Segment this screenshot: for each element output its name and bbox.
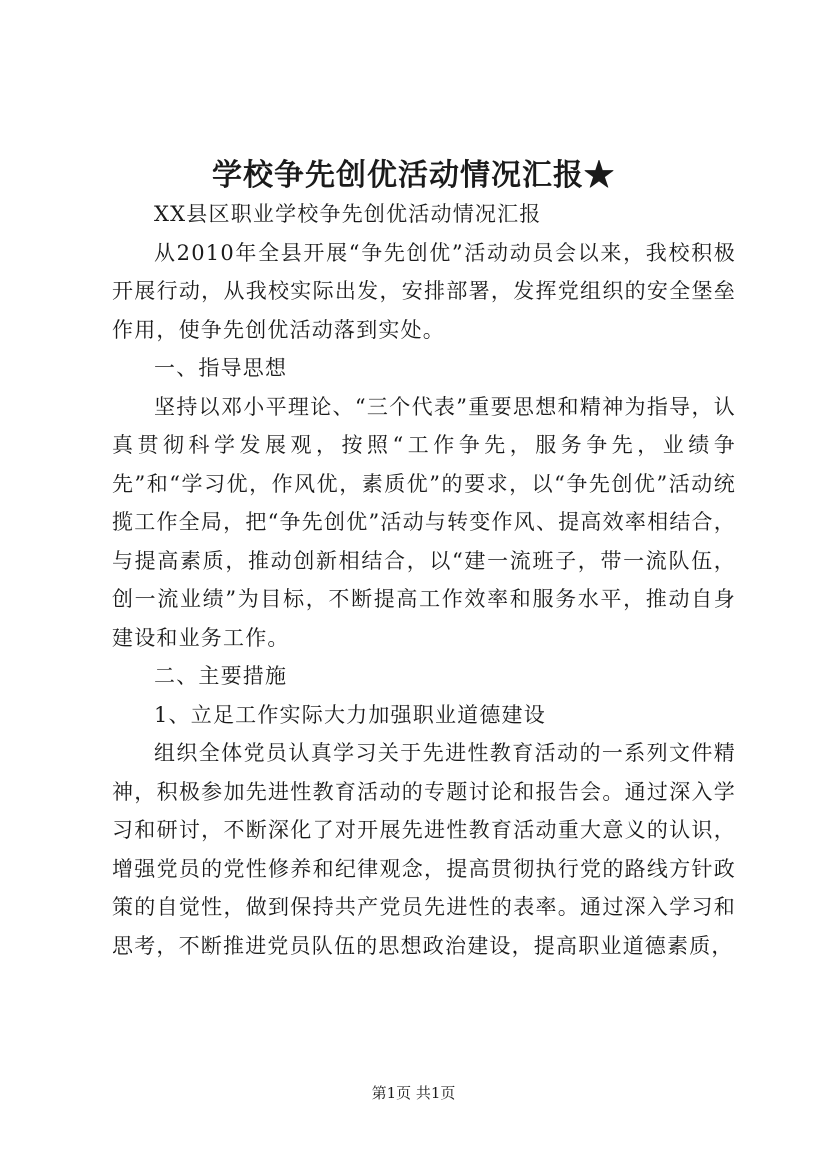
paragraph-guiding-ideology: 坚持以邓小平理论、“三个代表”重要思想和精神为指导，认真贯彻科学发展观，按照“工作争先，服务争先，业绩争先”和“学习优，作风优，素质优”的要求，以“争先创优”活动统揽工作全局，把“争先创优”活动与转变作风、提高效率相结合，与提高素质，推动创新相结合，以“建一流班子，带一流队伍，创一流业绩”为目标，不断提高工作效率和服务水平，推动自身建设和业务工作。 [112,394,736,650]
paragraph-intro: 从2010年全县开展“争先创优”活动动员会以来，我校积极开展行动，从我校实际出发，安排部署，发挥党组织的安全堡垒作用，使争先创优活动落到实处。 [112,240,736,342]
section-heading-main-measures: 二、主要措施 [154,664,288,688]
document-body [112,195,736,965]
subsection-heading-ethics: 1、立足工作实际大力加强职业道德建设 [154,702,546,727]
page-footer: 第1页 共1页 [371,1084,456,1102]
section-heading-guiding-ideology: 一、指导思想 [154,356,288,380]
paragraph-ethics: 组织全体党员认真学习关于先进性教育活动的一系列文件精神，积极参加先进性教育活动的专题讨论和报告会。通过深入学习和研讨，不断深化了对开展先进性教育活动重大意义的认识，增强党员的党性修养和纪律观念，提高贯彻执行党的路线方针政策的自觉性，做到保持共产党员先进性的表率。通过深入学习和思考，不断推进党员队伍的思想政治建设，提高职业道德素质， [112,741,736,958]
document-title: 学校争先创优活动情况汇报★ [212,158,615,193]
paragraph-subtitle: XX县区职业学校争先创优活动情况汇报 [154,202,542,226]
